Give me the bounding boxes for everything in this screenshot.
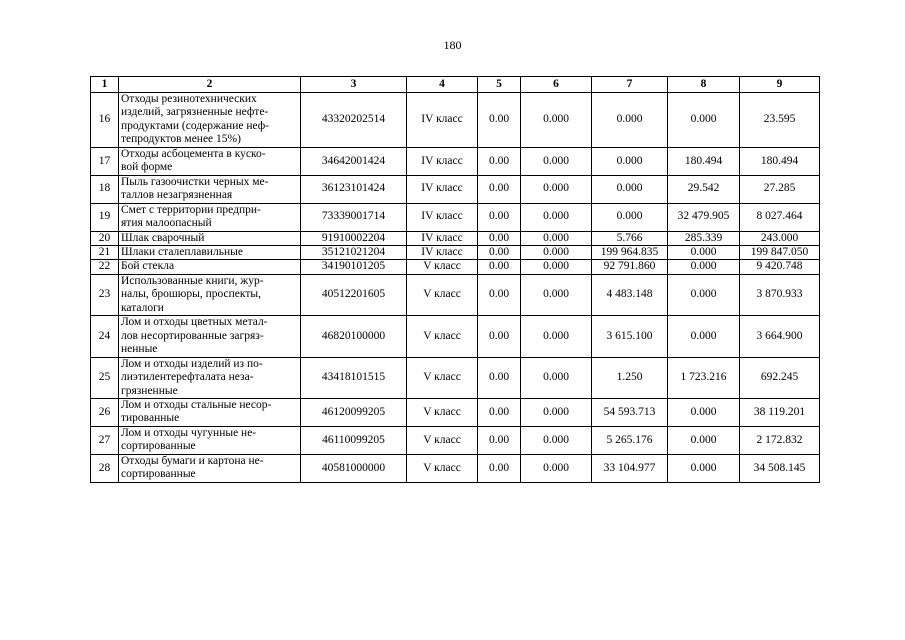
waste-name-line: Отходы асбоцемента в куско- <box>121 147 266 160</box>
waste-name-line: Пыль газоочистки черных ме- <box>121 175 269 188</box>
hazard-class-cell: IV класс <box>407 93 478 148</box>
value-cell-col8: 0.000 <box>668 316 740 357</box>
value-cell-col9: 243.000 <box>740 231 820 245</box>
header-cell: 1 <box>91 77 119 93</box>
header-cell: 7 <box>592 77 668 93</box>
waste-table <box>90 76 820 483</box>
waste-name-line: тированные <box>121 412 180 425</box>
table-row <box>91 454 820 482</box>
value-cell-col9: 9 420.748 <box>740 260 820 274</box>
value-cell-col7: 1.250 <box>592 357 668 398</box>
fkko-code-cell: 46120099205 <box>301 398 407 426</box>
value-cell-col6: 0.000 <box>521 147 592 175</box>
value-cell-col6: 0.000 <box>521 260 592 274</box>
value-cell-col5: 0.00 <box>478 245 521 259</box>
waste-name-line: сортированные <box>121 468 196 481</box>
value-cell-col9: 23.595 <box>740 93 820 148</box>
fkko-code-cell: 40512201605 <box>301 274 407 315</box>
value-cell-col6: 0.000 <box>521 274 592 315</box>
waste-name-line: грязненные <box>121 384 178 397</box>
waste-name-cell <box>119 260 301 274</box>
hazard-class-cell: V класс <box>407 398 478 426</box>
value-cell-col8: 0.000 <box>668 93 740 148</box>
table-row <box>91 245 820 259</box>
row-number-cell: 22 <box>91 260 119 274</box>
waste-name-cell <box>119 398 301 426</box>
hazard-class-cell: V класс <box>407 260 478 274</box>
waste-name-line: Отходы резинотехнических <box>121 93 257 105</box>
value-cell-col8: 0.000 <box>668 454 740 482</box>
value-cell-col7: 0.000 <box>592 203 668 231</box>
waste-name-line: лов несортированные загряз- <box>121 329 264 342</box>
value-cell-col8: 1 723.216 <box>668 357 740 398</box>
waste-name-line: Лом и отходы цветных метал- <box>121 316 268 329</box>
value-cell-col9: 3 664.900 <box>740 316 820 357</box>
value-cell-col7: 4 483.148 <box>592 274 668 315</box>
value-cell-col8: 285.339 <box>668 231 740 245</box>
value-cell-col9: 8 027.464 <box>740 203 820 231</box>
row-number-cell: 26 <box>91 398 119 426</box>
hazard-class-cell: IV класс <box>407 245 478 259</box>
waste-name-line: Бой стекла <box>121 260 175 273</box>
header-cell: 9 <box>740 77 820 93</box>
table-row <box>91 147 820 175</box>
waste-name-cell <box>119 175 301 203</box>
value-cell-col9: 3 870.933 <box>740 274 820 315</box>
value-cell-col7: 33 104.977 <box>592 454 668 482</box>
table-row <box>91 357 820 398</box>
value-cell-col6: 0.000 <box>521 245 592 259</box>
value-cell-col7: 0.000 <box>592 175 668 203</box>
value-cell-col8: 0.000 <box>668 274 740 315</box>
value-cell-col6: 0.000 <box>521 203 592 231</box>
value-cell-col9: 180.494 <box>740 147 820 175</box>
waste-name-cell <box>119 316 301 357</box>
waste-name-line: ятия малоопасный <box>121 217 212 230</box>
value-cell-col5: 0.00 <box>478 426 521 454</box>
value-cell-col9: 692.245 <box>740 357 820 398</box>
fkko-code-cell: 36123101424 <box>301 175 407 203</box>
value-cell-col6: 0.000 <box>521 454 592 482</box>
row-number-cell: 27 <box>91 426 119 454</box>
header-cell: 6 <box>521 77 592 93</box>
waste-name-line: таллов незагрязненная <box>121 189 233 202</box>
fkko-code-cell: 34642001424 <box>301 147 407 175</box>
header-row <box>91 77 820 93</box>
row-number-cell: 18 <box>91 175 119 203</box>
value-cell-col8: 32 479.905 <box>668 203 740 231</box>
value-cell-col6: 0.000 <box>521 316 592 357</box>
waste-name-line: ненные <box>121 343 158 356</box>
fkko-code-cell: 43320202514 <box>301 93 407 148</box>
fkko-code-cell: 46110099205 <box>301 426 407 454</box>
table-row <box>91 316 820 357</box>
table-row <box>91 426 820 454</box>
row-number-cell: 20 <box>91 231 119 245</box>
value-cell-col7: 0.000 <box>592 93 668 148</box>
header-cell: 3 <box>301 77 407 93</box>
table-row <box>91 203 820 231</box>
value-cell-col5: 0.00 <box>478 147 521 175</box>
table-row <box>91 93 820 148</box>
value-cell-col8: 0.000 <box>668 245 740 259</box>
waste-name-line: Использованные книги, жур- <box>121 274 264 287</box>
waste-name-line: Лом и отходы чугунные не- <box>121 426 257 439</box>
value-cell-col7: 54 593.713 <box>592 398 668 426</box>
value-cell-col8: 180.494 <box>668 147 740 175</box>
fkko-code-cell: 46820100000 <box>301 316 407 357</box>
value-cell-col6: 0.000 <box>521 426 592 454</box>
waste-name-line: Отходы бумаги и картона не- <box>121 454 264 467</box>
waste-name-cell <box>119 245 301 259</box>
waste-name-line: тепродуктов менее 15%) <box>121 133 241 146</box>
waste-name-line: Смет с территории предпри- <box>121 203 261 216</box>
waste-name-line: изделий, загрязненные нефте- <box>121 106 269 119</box>
row-number-cell: 17 <box>91 147 119 175</box>
value-cell-col5: 0.00 <box>478 203 521 231</box>
value-cell-col6: 0.000 <box>521 357 592 398</box>
row-number-cell: 23 <box>91 274 119 315</box>
value-cell-col6: 0.000 <box>521 231 592 245</box>
waste-name-cell <box>119 93 301 148</box>
value-cell-col8: 29.542 <box>668 175 740 203</box>
value-cell-col9: 27.285 <box>740 175 820 203</box>
waste-name-cell <box>119 454 301 482</box>
waste-name-line: Шлак сварочный <box>121 231 205 244</box>
header-cell: 2 <box>119 77 301 93</box>
value-cell-col9: 199 847.050 <box>740 245 820 259</box>
row-number-cell: 24 <box>91 316 119 357</box>
value-cell-col9: 34 508.145 <box>740 454 820 482</box>
waste-name-cell <box>119 357 301 398</box>
hazard-class-cell: IV класс <box>407 147 478 175</box>
hazard-class-cell: V класс <box>407 274 478 315</box>
value-cell-col6: 0.000 <box>521 93 592 148</box>
waste-name-line: продуктами (содержание неф- <box>121 119 270 132</box>
table-row <box>91 260 820 274</box>
header-cell: 8 <box>668 77 740 93</box>
value-cell-col9: 38 119.201 <box>740 398 820 426</box>
hazard-class-cell: V класс <box>407 357 478 398</box>
row-number-cell: 16 <box>91 93 119 148</box>
hazard-class-cell: IV класс <box>407 203 478 231</box>
table-row <box>91 231 820 245</box>
hazard-class-cell: V класс <box>407 316 478 357</box>
page-number: 180 <box>443 38 462 52</box>
value-cell-col7: 5 265.176 <box>592 426 668 454</box>
value-cell-col5: 0.00 <box>478 274 521 315</box>
fkko-code-cell: 34190101205 <box>301 260 407 274</box>
waste-name-cell <box>119 426 301 454</box>
header-cell: 5 <box>478 77 521 93</box>
row-number-cell: 28 <box>91 454 119 482</box>
fkko-code-cell: 73339001714 <box>301 203 407 231</box>
value-cell-col8: 0.000 <box>668 398 740 426</box>
value-cell-col7: 92 791.860 <box>592 260 668 274</box>
table-row <box>91 175 820 203</box>
waste-name-line: сортированные <box>121 440 196 453</box>
value-cell-col5: 0.00 <box>478 93 521 148</box>
value-cell-col6: 0.000 <box>521 398 592 426</box>
table-row <box>91 274 820 315</box>
value-cell-col7: 0.000 <box>592 147 668 175</box>
fkko-code-cell: 91910002204 <box>301 231 407 245</box>
hazard-class-cell: V класс <box>407 454 478 482</box>
waste-name-cell <box>119 147 301 175</box>
value-cell-col5: 0.00 <box>478 260 521 274</box>
value-cell-col5: 0.00 <box>478 231 521 245</box>
value-cell-col5: 0.00 <box>478 175 521 203</box>
waste-name-line: лиэтилентерефталата неза- <box>121 371 254 384</box>
hazard-class-cell: IV класс <box>407 231 478 245</box>
fkko-code-cell: 43418101515 <box>301 357 407 398</box>
waste-name-cell <box>119 274 301 315</box>
row-number-cell: 19 <box>91 203 119 231</box>
value-cell-col5: 0.00 <box>478 316 521 357</box>
waste-name-line: налы, брошюры, проспекты, <box>121 288 261 301</box>
waste-name-line: Лом и отходы стальные несор- <box>121 398 272 411</box>
value-cell-col8: 0.000 <box>668 426 740 454</box>
waste-name-line: каталоги <box>121 301 164 314</box>
value-cell-col5: 0.00 <box>478 398 521 426</box>
fkko-code-cell: 40581000000 <box>301 454 407 482</box>
value-cell-col9: 2 172.832 <box>740 426 820 454</box>
waste-name-line: вой форме <box>121 161 173 174</box>
row-number-cell: 21 <box>91 245 119 259</box>
table-body <box>91 93 820 483</box>
waste-name-cell <box>119 231 301 245</box>
header-cell: 4 <box>407 77 478 93</box>
row-number-cell: 25 <box>91 357 119 398</box>
value-cell-col6: 0.000 <box>521 175 592 203</box>
value-cell-col7: 5.766 <box>592 231 668 245</box>
fkko-code-cell: 35121021204 <box>301 245 407 259</box>
table-row <box>91 398 820 426</box>
value-cell-col5: 0.00 <box>478 454 521 482</box>
waste-name-line: Лом и отходы изделий из по- <box>121 357 263 370</box>
value-cell-col8: 0.000 <box>668 260 740 274</box>
value-cell-col7: 3 615.100 <box>592 316 668 357</box>
value-cell-col5: 0.00 <box>478 357 521 398</box>
waste-name-line: Шлаки сталеплавильные <box>121 245 243 258</box>
waste-name-cell <box>119 203 301 231</box>
value-cell-col7: 199 964.835 <box>592 245 668 259</box>
hazard-class-cell: V класс <box>407 426 478 454</box>
hazard-class-cell: IV класс <box>407 175 478 203</box>
